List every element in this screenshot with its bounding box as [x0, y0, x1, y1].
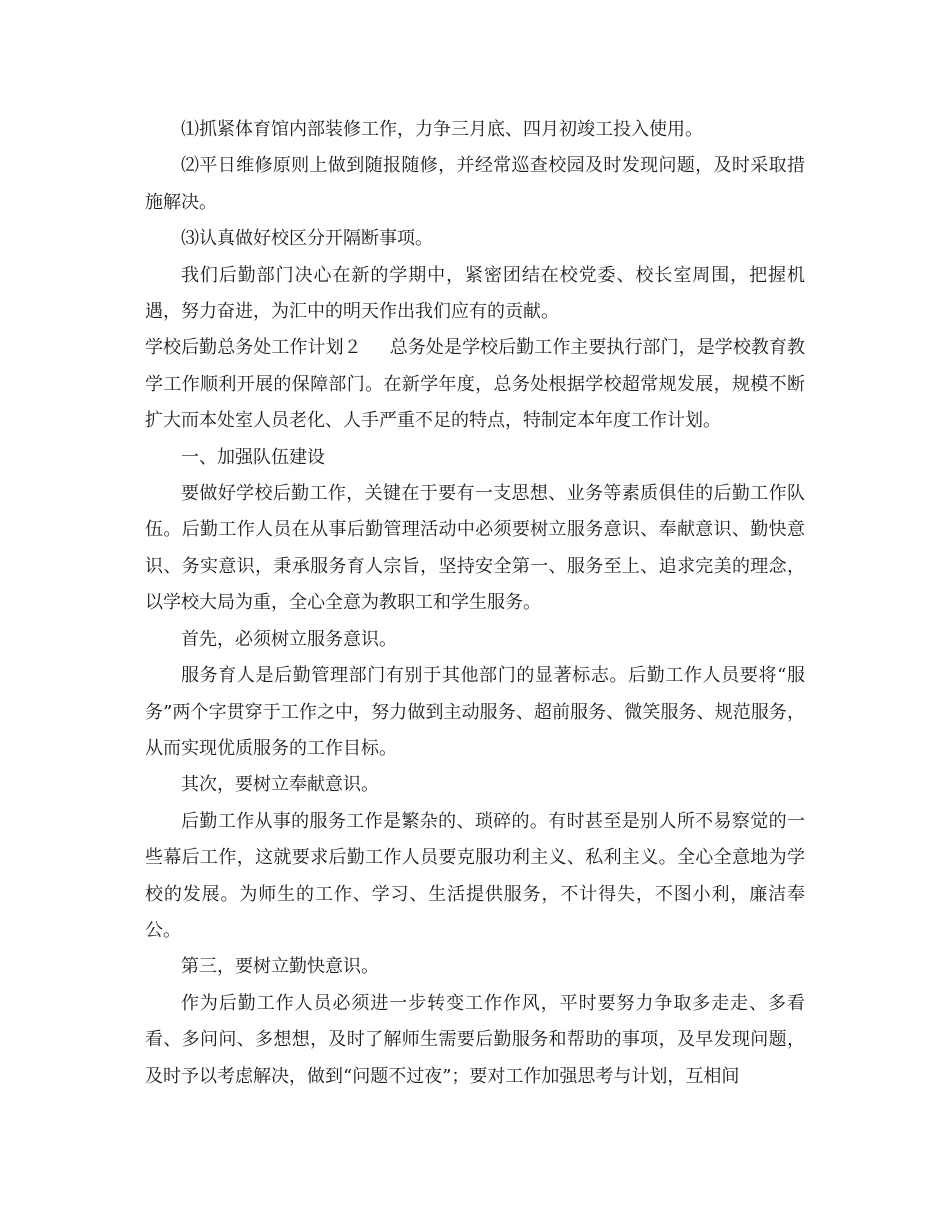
paragraph-diligence: 作为后勤工作人员必须进一步转变工作作风，平时要努力争取多走走、多看看、多问问、多想想，及时了解师生需要后勤服务和帮助的事项，及早发现问题，及时予以考虑解决，做到“问题不过夜”；要对工作加强思考与计划，互相间 — [145, 992, 805, 1087]
section-heading-team: 一、加强队伍建设 — [181, 446, 325, 468]
paragraph-dedication: 后勤工作从事的服务工作是繁杂的、琐碎的。有时甚至是别人所不易察觉的一些幕后工作，这就要求后勤工作人员要克服功利主义、私利主义。全心全意地为学校的发展。为师生的工作、学习、生活提供服务，不计得失，不图小利，廉洁奉公。 — [145, 810, 805, 941]
paragraph-service: 服务育人是后勤管理部门有别于其他部门的显著标志。后勤工作人员要将“服务”两个字贯穿于工作之中，努力做到主动服务、超前服务、微笑服务、规范服务，从而实现优质服务的工作目标。 — [145, 665, 805, 759]
paragraph-resolution: 我们后勤部门决心在新的学期中，紧密团结在校党委、校长室周围，把握机遇，努力奋进，为汇中的明天作出我们应有的贡献。 — [145, 264, 805, 323]
section-title: 学校后勤总务处工作计划２ — [145, 337, 362, 359]
subheading-service: 首先，必须树立服务意识。 — [181, 628, 397, 650]
paragraph-item-2: ⑵平日维修原则上做到随报随修，并经常巡查校园及时发现问题，及时采取措施解决。 — [145, 155, 805, 213]
subheading-diligence: 第三，要树立勤快意识。 — [181, 956, 379, 978]
paragraph-item-1: ⑴抓紧体育馆内部装修工作，力争三月底、四月初竣工投入使用。 — [181, 119, 703, 140]
paragraph-item-3: ⑶认真做好校区分开隔断事项。 — [181, 228, 433, 250]
subheading-dedication: 其次，要树立奉献意识。 — [181, 774, 379, 796]
section-intro-text: 总务处是学校后勤工作主要执行部门，是学校教育教学工作顺利开展的保障部门。在新学年度，总务处根据学校超常规发展，规模不断扩大而本处室人员老化、人手严重不足的特点，特制定本年度工作计划。 — [145, 337, 806, 432]
paragraph-team-overview: 要做好学校后勤工作，关键在于要有一支思想、业务等素质俱佳的后勤工作队伍。后勤工作人员在从事后勤管理活动中必须要树立服务意识、奉献意识、勤快意识、务实意识，秉承服务育人宗旨，坚持安全第一、服务至上、追求完美的理念，以学校大局为重，全心全意为教职工和学生服务。 — [145, 483, 805, 614]
section-intro-paragraph — [145, 330, 805, 439]
document-page — [145, 112, 805, 1095]
